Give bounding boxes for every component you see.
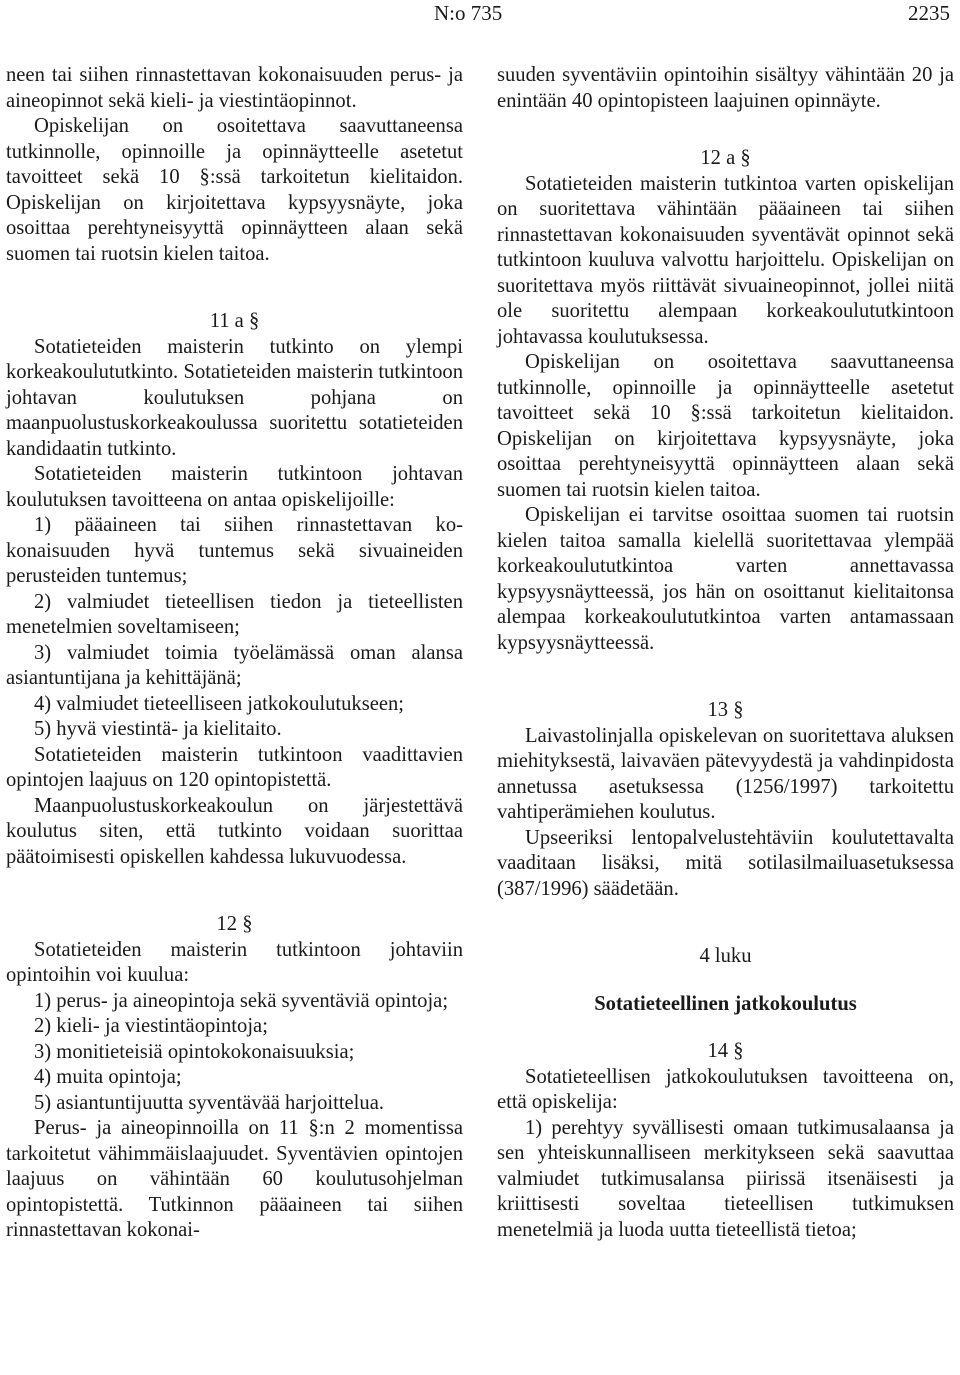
- paragraph: Sotatieteiden maisterin tutkintoon vaadittavien opintojen laajuus on 120 opintopistettä.: [6, 743, 463, 791]
- paragraph: Laivastolinjalla opiskelevan on suoritettava aluksen miehityksestä, laivaväen pätevyydestä ja vahdinpidosta annetussa asetuksessa (1256/1997) tarkoitettu vahtiperämiehen koulutus.: [497, 724, 954, 823]
- list-item: 1) perus- ja aineopintoja sekä syventäviä opintoja;: [34, 989, 449, 1012]
- list-item: 4) muita opintoja;: [34, 1066, 182, 1088]
- chapter-number: 4 luku: [699, 945, 752, 967]
- list-item: 1) perehtyy syvällisesti omaan tutkimusalaansa ja sen yhteiskunnalliseen merkitykseen sekä saavuttaa valmiudet tutkimusalansa piirissä itsenäisesti ja kriittisesti soveltaa tieteellisen tutkimuksen menetelmiä ja luoda uutta tieteellistä tietoa;: [497, 1116, 954, 1241]
- list-item: 4) valmiudet tieteelliseen jatkokoulutukseen;: [34, 692, 405, 715]
- list-item: 2) kieli- ja viestintäopintoja;: [34, 1015, 268, 1037]
- paragraph: Upseeriksi lentopalvelustehtäviin koulutettavalta vaaditaan lisäksi, mitä sotilasilmailuasetuksessa (387/1996) säädetään.: [497, 826, 954, 900]
- paragraph: Sotatieteiden maisterin tutkinto on ylempi korkeakoulututkinto. Sotatieteiden maisterin tutkintoon johtavan koulutuksen pohjana on maanpuolustuskorkeakoulussa suoritettu sotatieteiden kandidaatin tutkinto.: [6, 335, 463, 460]
- list-item: 1) pääaineen tai siihen rinnastettavan kokonaisuuden hyvä tuntemus sekä sivuaineiden perusteiden tuntemus;: [6, 514, 463, 587]
- paragraph: Opiskelijan on osoitettava saavuttaneensa tutkinnolle, opinnoille ja opinnäytteelle asetetut tavoitteet sekä 10 §:ssä tarkoitetun kielitaidon. Opiskelijan on kirjoitettava kypsyysnäyte, joka osoittaa perehtyneisyyttä opinnäytteen alaan sekä suomen tai ruotsin kielen taitoa.: [6, 115, 463, 265]
- paragraph: Sotatieteiden maisterin tutkintoa varten opiskelijan on suoritettava vähintään pääaineen tai siihen rinnastettavan kokonaisuuden syventävät opinnot sekä tutkintoon kuuluva valvottu harjoittelu. Opiskelijan on suoritettava myös riittävät sivuaineopinnot, jollei niitä ole suoritettu alempaan korkeakoulututkintoon johtavassa koulutuksessa.: [497, 172, 954, 348]
- paragraph: Perus- ja aineopinnoilla on 11 §:n 2 momentissa tarkoitetut vähimmäislaajuudet. Syventävien opintojen laajuus on vähintään 60 koulutusohjelman opintopistettä. Tutkinnon pääaineen tai siihen rinnastettavan kokonai-: [6, 1117, 463, 1241]
- list-item: 5) hyvä viestintä- ja kielitaito.: [34, 718, 282, 740]
- right-column: [497, 63, 954, 1243]
- list-item: 3) valmiudet toimia työelämässä oman alansa asiantuntijana ja kehittäjänä;: [6, 641, 463, 689]
- list-item: 2) valmiudet tieteellisen tiedon ja tieteellisten menetelmien soveltamiseen;: [6, 590, 463, 638]
- page-number: 2235: [908, 1, 950, 25]
- chapter-title: Sotatieteellinen jatkokoulutus: [594, 992, 857, 1015]
- paragraph: Sotatieteellisen jatkokoulutuksen tavoitteena on, että opiskelija:: [497, 1065, 954, 1113]
- section-heading-12: 12 §: [216, 913, 253, 935]
- paragraph: Sotatieteiden maisterin tutkintoon johtavan koulutuksen tavoitteena on antaa opiskelijoille:: [6, 463, 463, 511]
- list-item: 3) monitieteisiä opintokokonaisuuksia;: [34, 1040, 355, 1063]
- section-heading-12a: 12 a §: [700, 147, 751, 169]
- paragraph: Sotatieteiden maisterin tutkintoon johtaviin opintoihin voi kuulua:: [6, 938, 463, 986]
- paragraph: Maanpuolustuskorkeakoulun on järjestettävä koulutus siten, että tutkinto voidaan suorittaa päätoimisesti opiskellen kahdessa lukuvuodessa.: [6, 794, 463, 868]
- page-header: [0, 0, 960, 30]
- section-heading-14: 14 §: [707, 1040, 744, 1062]
- left-column: [6, 63, 463, 1244]
- paragraph: neen tai siihen rinnastettavan kokonaisuuden perus- ja aineopinnot sekä kieli- ja viestintäopinnot.: [6, 64, 463, 112]
- section-heading-11a: 11 a §: [209, 310, 260, 332]
- list-item: 5) asiantuntijuutta syventävää harjoittelua.: [34, 1091, 384, 1114]
- paragraph: Opiskelijan ei tarvitse osoittaa suomen tai ruotsin kielen taitoa samalla kielellä suoritettavaa ylempää korkeakoulututkintoa varten annettavassa kypsyysnäytteessä, jos hän on osoittanut kielitaitonsa alempaa korkeakoulututkintoa varten antamassaan kypsyysnäytteessä.: [497, 504, 954, 654]
- section-heading-13: 13 §: [707, 699, 744, 721]
- paragraph: suuden syventäviin opintoihin sisältyy vähintään 20 ja enintään 40 opintopisteen laajuinen opinnäyte.: [497, 64, 954, 112]
- paragraph: Opiskelijan on osoitettava saavuttaneensa tutkinnolle, opinnoille ja opinnäytteelle asetetut tavoitteet sekä 10 §:ssä tarkoitetun kielitaidon. Opiskelijan on kirjoitettava kypsyysnäyte, joka osoittaa perehtyneisyyttä opinnäytteen alaan sekä suomen tai ruotsin kielen taitoa.: [497, 351, 954, 501]
- issue-number: N:o 735: [434, 1, 503, 25]
